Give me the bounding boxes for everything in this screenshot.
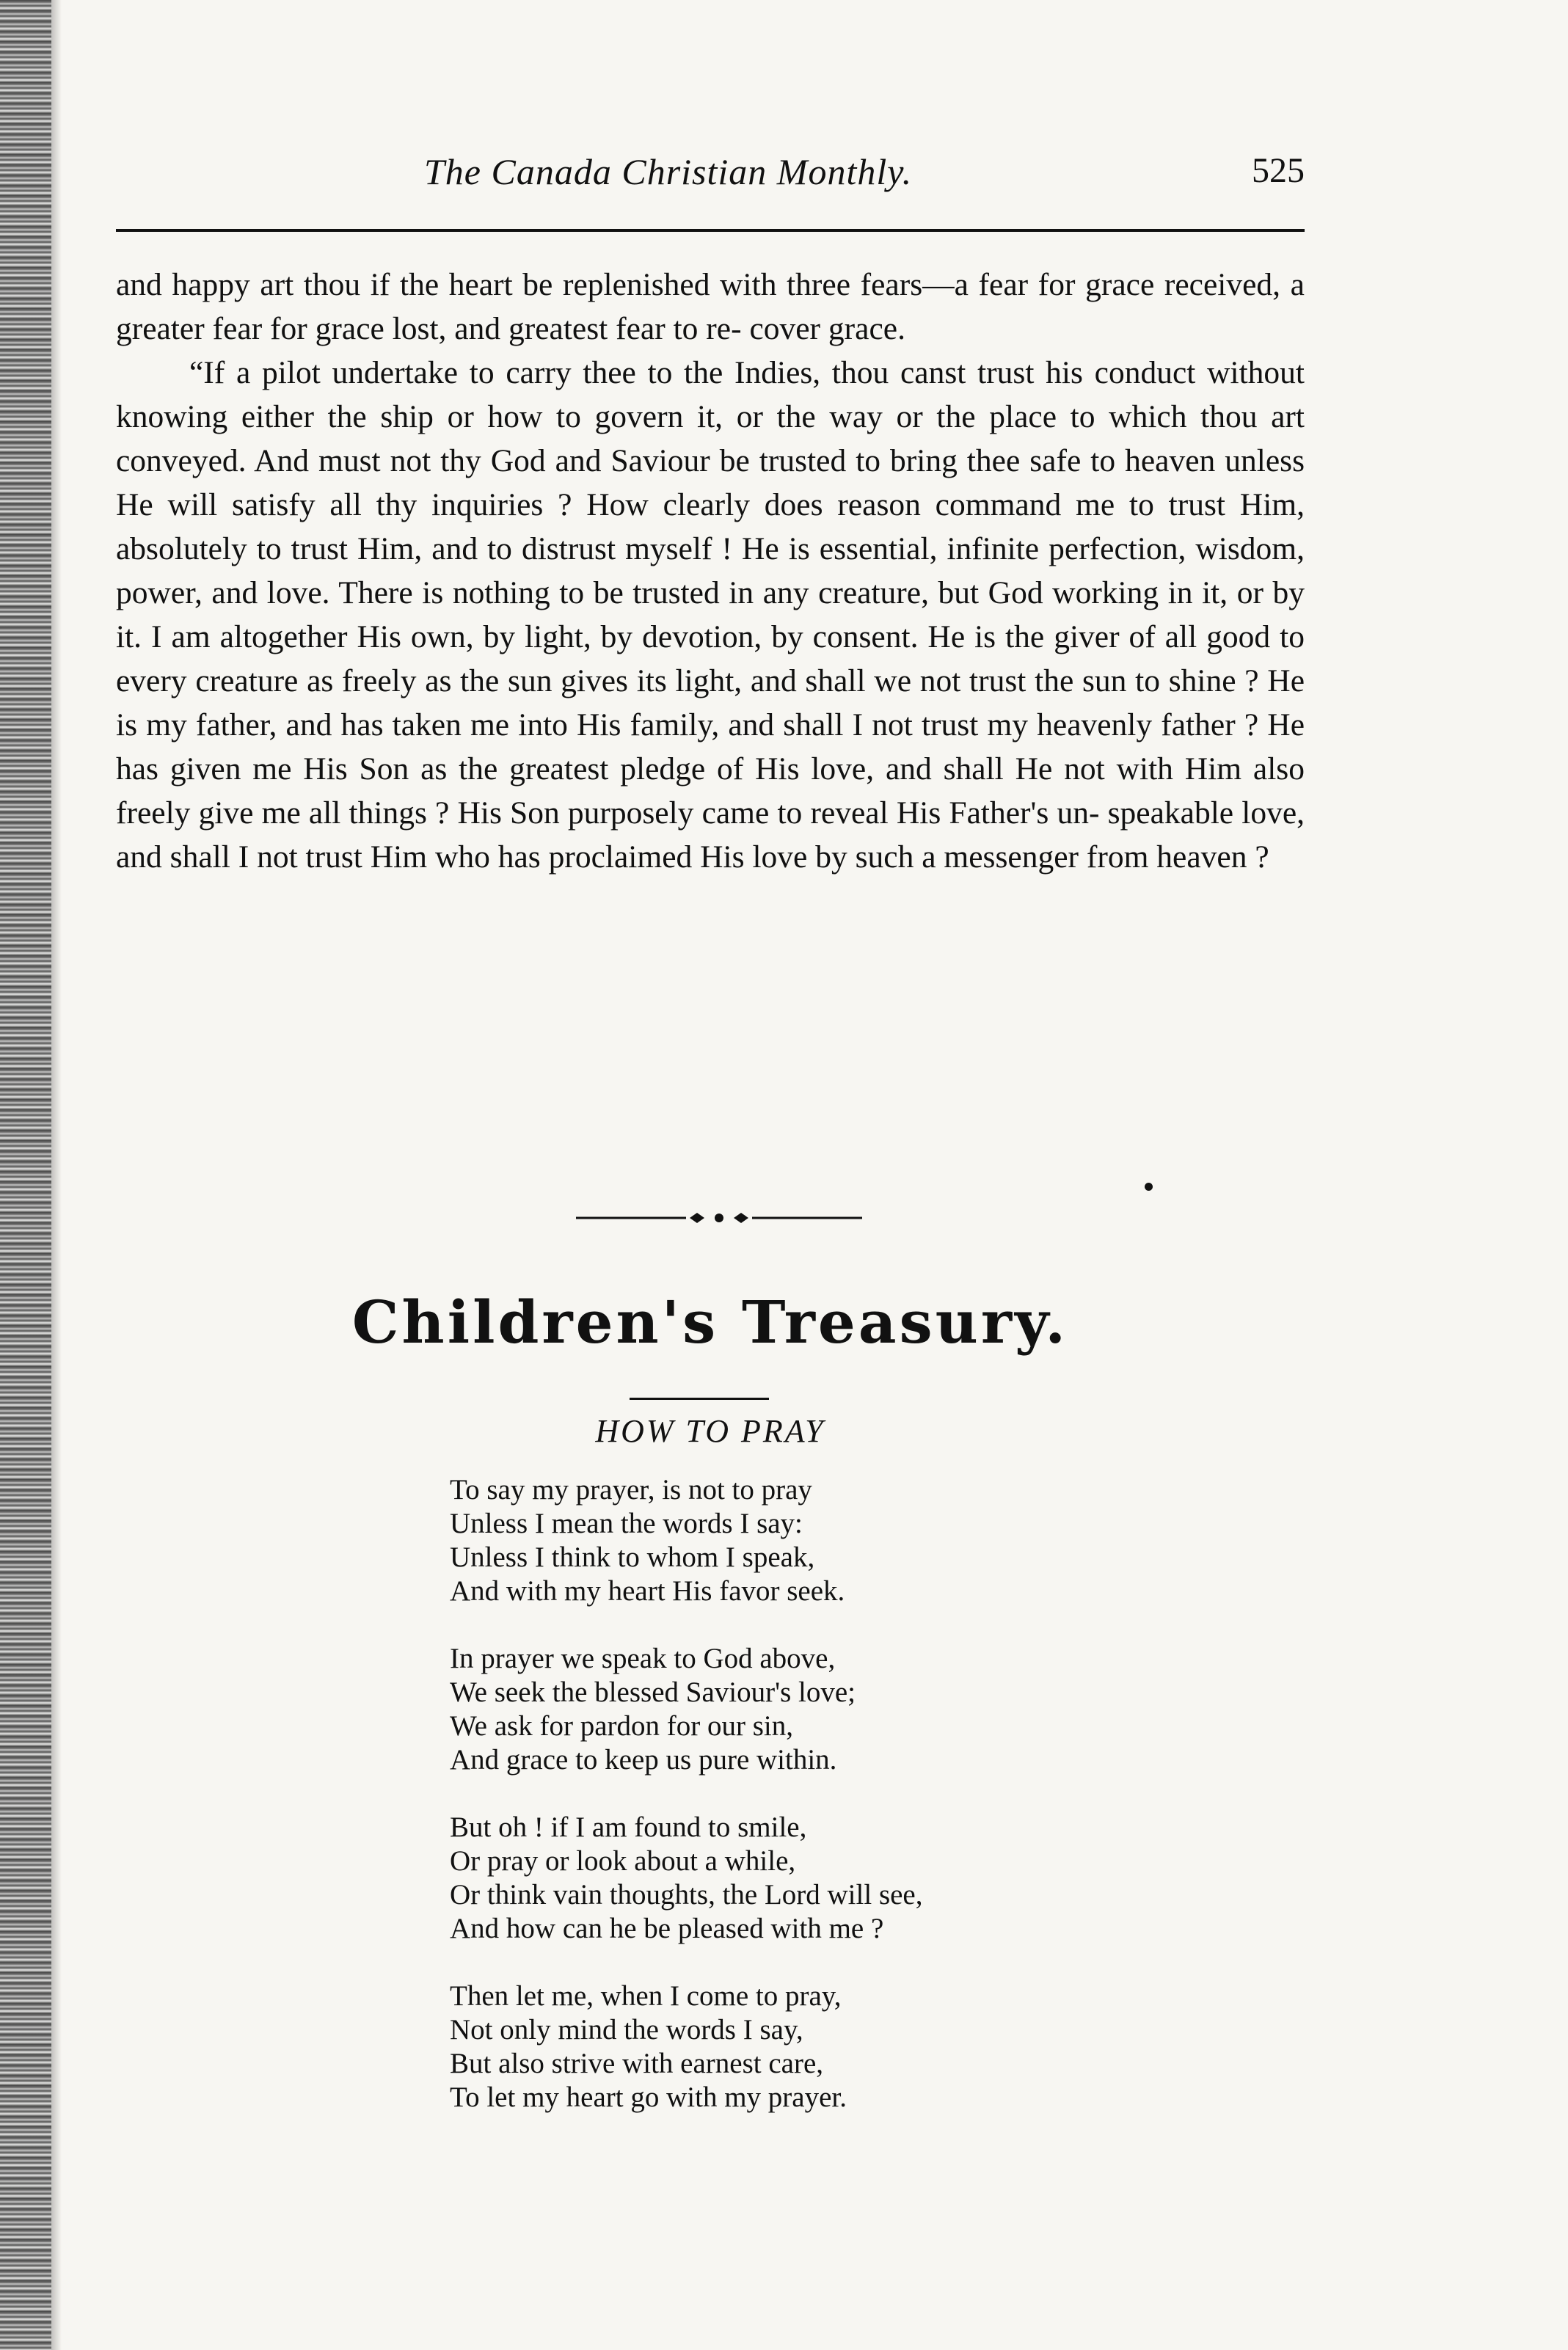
binding-edge xyxy=(0,0,51,2350)
text-line: and happy art thou if the heart be replenished with three fears—a fear xyxy=(116,267,1038,302)
poem-title: HOW TO PRAY xyxy=(595,1413,825,1449)
text-line: “If a pilot undertake to carry thee to the Indies, thou canst trust xyxy=(189,355,1046,390)
poem-line: We ask for pardon for our sin, xyxy=(450,1710,793,1742)
heading-rule xyxy=(630,1398,769,1400)
stanza-1 xyxy=(450,1473,923,1608)
header-rule xyxy=(116,229,1305,232)
text-line: me all things ? His Son purposely came to reveal His Father's un- xyxy=(261,795,1108,831)
poem-line: And with my heart His favor seek. xyxy=(450,1575,845,1607)
stanza-2 xyxy=(450,1642,923,1777)
poem-line: Not only mind the words I say, xyxy=(450,2014,803,2046)
text-line: own, by light, by devotion, by consent. He is the giver of all good to xyxy=(410,619,1305,654)
section-ornament xyxy=(576,1207,862,1229)
poem xyxy=(450,1473,923,2148)
text-line: and Saviour be trusted to bring thee safe to heaven unless He will satisfy xyxy=(116,443,1305,522)
text-line: perfection, wisdom, power, and love. There is nothing to be trusted in xyxy=(116,531,1305,610)
text-line: speakable love, and shall I not trust Him who has proclaimed His love xyxy=(116,795,1305,875)
running-title: The Canada Christian Monthly. xyxy=(424,151,913,192)
text-line: any creature, but God working in it, or by it. I am altogether His xyxy=(116,575,1305,654)
text-line: by such a messenger from heaven ? xyxy=(815,839,1269,875)
poem-line: And grace to keep us pure within. xyxy=(450,1744,837,1776)
stanza-4 xyxy=(450,1979,923,2114)
poem-line: Or think vain thoughts, the Lord will see, xyxy=(450,1879,923,1911)
text-line: absolutely to trust Him, and to distrust myself ! He is essential, infinite xyxy=(116,531,1049,566)
text-line: for grace received, a greater fear for grace lost, and greatest fear to re- xyxy=(116,267,1305,346)
ink-dot xyxy=(1145,1183,1153,1191)
poem-line: But oh ! if I am found to smile, xyxy=(450,1811,807,1843)
text-line: the greatest pledge of His love, and shall He not with Him also freely give xyxy=(116,751,1305,831)
poem-line: Unless I mean the words I say: xyxy=(450,1508,803,1539)
paragraph-1 xyxy=(116,263,1305,351)
text-line: cover grace. xyxy=(749,311,905,346)
poem-line: Then let me, when I come to pray, xyxy=(450,1980,842,2012)
poem-line: Or pray or look about a while, xyxy=(450,1845,796,1877)
poem-line: In prayer we speak to God above, xyxy=(450,1643,836,1674)
text-line: way or the place to which thou art conveyed. And must not thy God xyxy=(116,399,1305,478)
poem-line: Unless I think to whom I speak, xyxy=(450,1541,815,1573)
page-number: 525 xyxy=(1252,151,1305,190)
poem-line: And how can he be pleased with me ? xyxy=(450,1913,884,1944)
text-line: and shall I not trust my heavenly father ? He has given me His Son as xyxy=(116,707,1305,787)
paragraph-2 xyxy=(116,351,1305,879)
text-line: every creature as freely as the sun gives its light, and shall we not trust xyxy=(116,663,1035,698)
poem-line: We seek the blessed Saviour's love; xyxy=(450,1676,856,1708)
poem-line: To let my heart go with my prayer. xyxy=(450,2081,847,2113)
text-line: his conduct without knowing either the ship or how to govern it, or the xyxy=(116,355,1305,434)
page xyxy=(116,0,1305,2350)
page-header xyxy=(116,150,1305,202)
poem-line: But also strive with earnest care, xyxy=(450,2048,823,2079)
body-text xyxy=(116,263,1305,879)
stanza-3 xyxy=(450,1811,923,1946)
poem-line: To say my prayer, is not to pray xyxy=(450,1474,812,1506)
section-heading: Children's Treasury. xyxy=(351,1288,1069,1357)
text-line: all thy inquiries ? How clearly does reason command me to trust Him, xyxy=(329,487,1305,522)
text-line: the sun to shine ? He is my father, and has taken me into His family, xyxy=(116,663,1305,742)
